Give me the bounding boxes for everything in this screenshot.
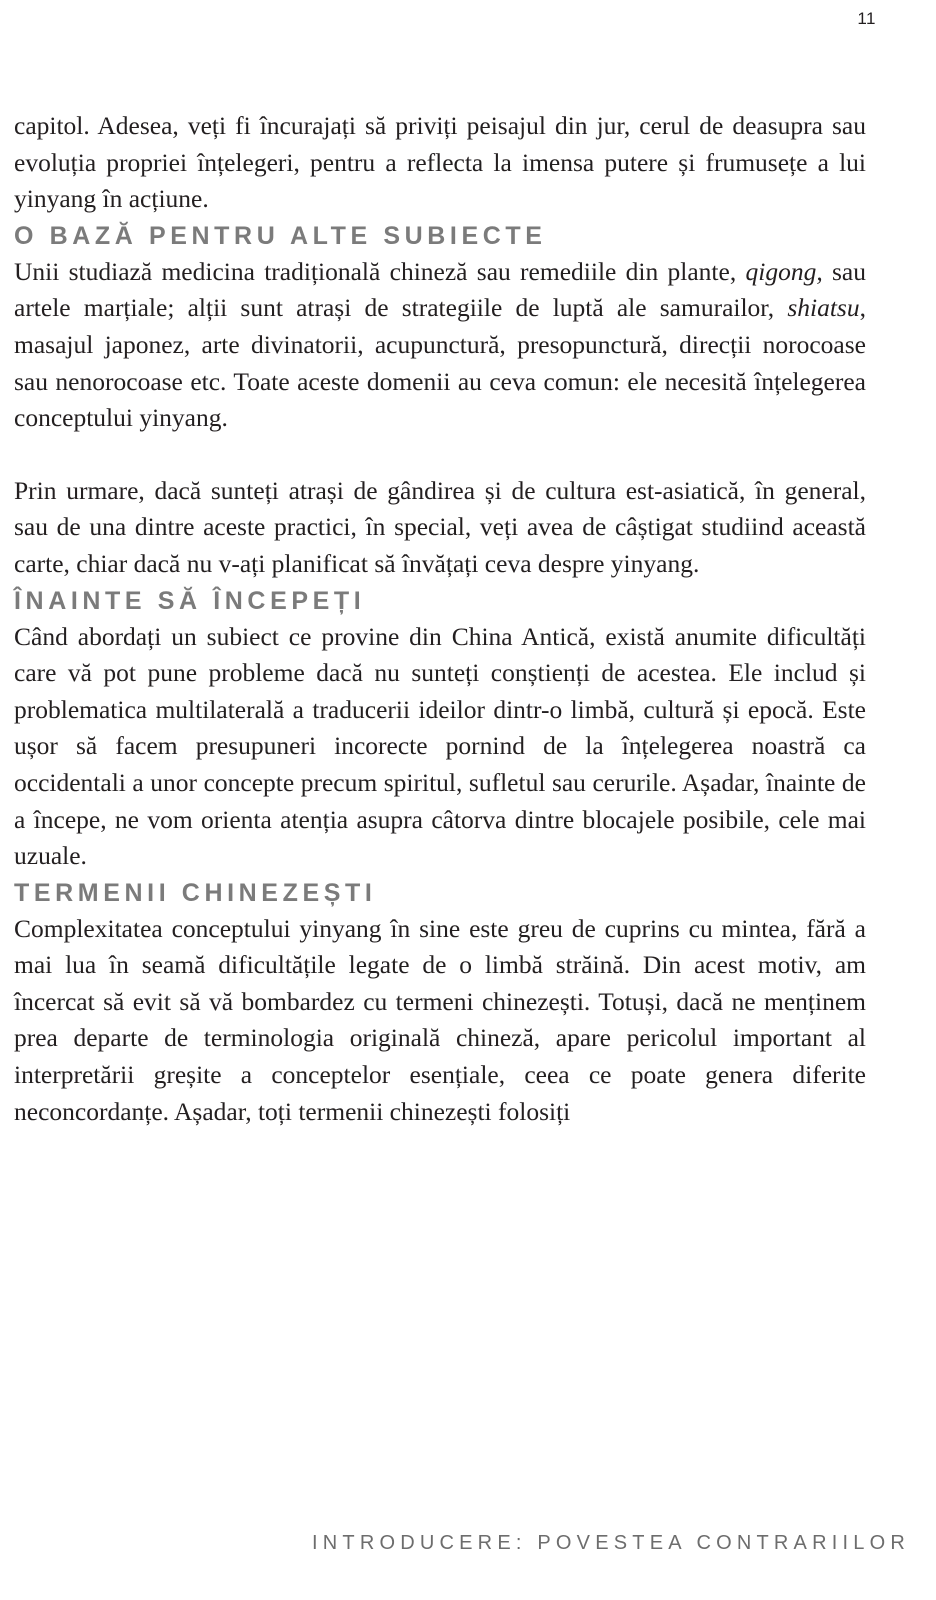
page-body xyxy=(14,108,866,1130)
paragraph-baza-1 xyxy=(14,254,866,437)
paragraph-gap xyxy=(14,437,866,473)
running-footer: INTRODUCERE: POVESTEA CONTRARIILOR xyxy=(312,1532,910,1554)
paragraph-baza-2: Prin urmare, dacă sunteți atrași de gândirea și de cultura est-asiatică, în general, sau de una dintre aceste practici, în special, veți avea de câștigat studiind această carte, chiar dacă nu v-ați planificat să învățați ceva despre yinyang. xyxy=(14,475,866,578)
section-heading-termenii: TERMENII CHINEZEȘTI xyxy=(14,878,377,907)
text-run: sau artele marțiale; alții sunt atrași de strategiile de luptă ale samurailor, xyxy=(14,256,867,323)
text-run: , masajul japonez, arte divinatorii, acupunctură, presopunctură, direcții norocoase sau nenorocoase etc. Toate aceste domenii au ceva comun: ele necesită înțelegerea conceptului yinyang. xyxy=(14,293,866,433)
section-heading-inainte: ÎNAINTE SĂ ÎNCEPEȚI xyxy=(14,586,366,615)
text-run: Unii studiază medicina tradițională chineză sau remediile din plante, xyxy=(14,256,746,286)
paragraph-termenii: Complexitatea conceptului yinyang în sine este greu de cuprins cu mintea, fără a mai lua în seamă dificultățile legate de o limbă străină. Din acest motiv, am încercat să evit să vă bombardez cu termeni chinezești. Totuși, dacă ne menținem prea departe de terminologia originală chineză, apare pericolul important al interpretării greșite a conceptelor esențiale, ceea ce poate genera diferite neconcordanțe. Așadar, toți termenii chinezești folosiți xyxy=(14,913,866,1126)
italic-term-qigong: qigong, xyxy=(745,256,823,286)
page-number: 11 xyxy=(857,9,876,28)
paragraph-intro-continuation: capitol. Adesea, veți fi încurajați să priviți peisajul din jur, cerul de deasupra sau evoluția propriei înțelegeri, pentru a reflecta la imensa putere și frumusețe a lui yinyang în acțiune. xyxy=(14,111,866,214)
italic-term-shiatsu: shiatsu xyxy=(787,293,860,323)
section-heading-baza: O BAZĂ PENTRU ALTE SUBIECTE xyxy=(14,221,547,250)
paragraph-inainte: Când abordați un subiect ce provine din China Antică, există anumite dificultăți care vă pot pune probleme dacă nu sunteți conștienți de acestea. Ele includ și problematica multilaterală a traducerii ideilor dintr-o limbă, cultură și epocă. Este ușor să facem presupuneri incorecte pornind de la înțelegerea noastră ca occidentali a unor concepte precum spiritul, sufletul sau cerurile. Așadar, înainte de a începe, ne vom orienta atenția asupra câtorva dintre blocajele posibile, cele mai uzuale. xyxy=(14,621,866,871)
